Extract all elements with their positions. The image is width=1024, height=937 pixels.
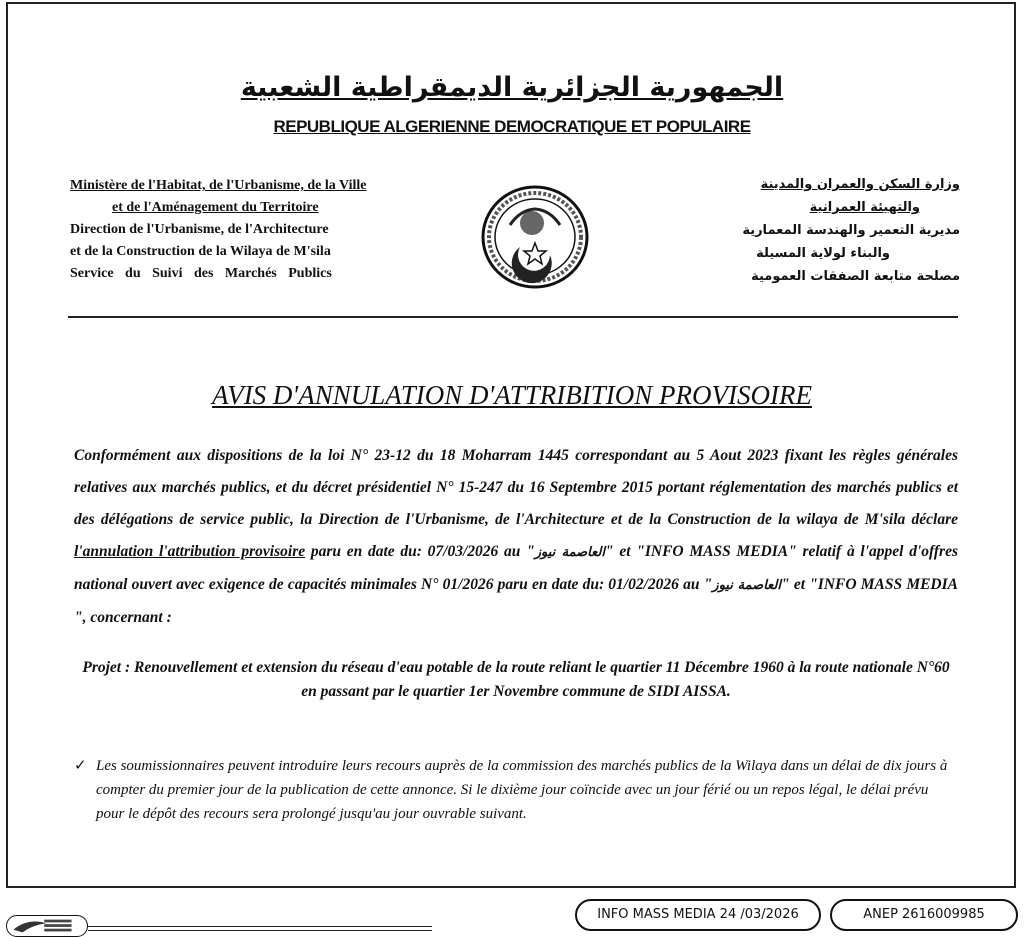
ministry-line: et de l'Aménagement du Territoire xyxy=(112,200,319,215)
direction-line-arabic: مديرية التعمير والهندسة المعمارية xyxy=(742,223,960,238)
newspaper-arabic-name: العاصمة نيوز xyxy=(712,578,782,593)
ministry-line: Ministère de l'Habitat, de l'Urbanisme, de la Ville xyxy=(70,178,367,193)
service-line-arabic: مصلحة متابعة الصفقات العمومية xyxy=(751,269,960,284)
footer-rule xyxy=(88,926,432,927)
body-text: Conformément aux dispositions de la loi N° 23-12 du 18 Moharram 1445 correspondant au 5 Aout 2023 fixant les règles générales relatives aux marchés publics, et du décret présidentiel N° 15-247 du 16 Septembre 2015 portant réglementation des marchés publics et des délégations de service public, la Direction de l'Urbanisme, de l'Architecture et de la Construction de la wilaya de M'sila déclare xyxy=(74,447,958,528)
french-republic-title: REPUBLIQUE ALGERIENNE DEMOCRATIQUE ET POPULAIRE xyxy=(273,117,751,136)
direction-line: Direction de l'Urbanisme, de l'Architecture xyxy=(70,222,329,237)
arabic-republic-title: الجمهورية الجزائرية الديمقراطية الشعبية xyxy=(240,72,784,103)
appeal-text: Les soumissionnaires peuvent introduire leurs recours auprès de la commission des marchés publics de la Wilaya dans un délai de dix jours à compter du premier jour de la publication de cette annonce. Si le dixième jour coïncide avec un jour férié ou un repos légal, le délai prévu pour le dépôt des recours sera prolongé jusqu'au jour ouvrable suivant. xyxy=(96,758,948,822)
direction-line-arabic: والبناء لولاية المسيلة xyxy=(756,246,890,261)
direction-line: et de la Construction de la Wilaya de M'sila xyxy=(70,244,331,259)
body-text: " et "INFO MASS MEDIA" relatif à l'appel d'offres national ouvert avec exigence de capacités minimales N° 01/2026 paru en date du: 01/02/2026 au " xyxy=(74,543,958,593)
ministry-block-french xyxy=(70,175,430,285)
publication-badge: INFO MASS MEDIA 24 /03/2026 xyxy=(575,899,821,931)
newspaper-arabic-name: العاصمة نيوز xyxy=(534,545,605,560)
newspaper-logo-icon xyxy=(6,915,88,937)
ministry-line-arabic: والتهيئة العمرانية xyxy=(809,200,920,215)
service-line: Service du Suivi des Marchés Publics xyxy=(70,266,332,281)
appeal-notice xyxy=(74,754,958,826)
body-text: paru en date du: 07/03/2026 au " xyxy=(305,543,535,560)
national-seal-icon xyxy=(480,185,590,290)
footer-rule xyxy=(88,930,432,931)
notice-body xyxy=(74,440,958,634)
project-description: Projet : Renouvellement et extension du réseau d'eau potable de la route reliant le quartier 11 Décembre 1960 à la route nationale N°60 en passant par le quartier 1er Novembre commune de SIDI AISSA. xyxy=(82,659,950,700)
body-underlined-text: l'annulation l'attribution provisoire xyxy=(74,543,306,560)
ministry-block-arabic xyxy=(640,173,960,288)
body-text: " et "INFO MASS MEDIA ", concernant : xyxy=(74,576,958,626)
notice-title: AVIS D'ANNULATION D'ATTRIBITION PROVISOIRE xyxy=(212,380,812,410)
header-divider xyxy=(68,316,958,318)
check-icon: ✓ xyxy=(74,758,87,774)
ministry-line-arabic: وزارة السكن والعمران والمدينة xyxy=(760,177,960,192)
anep-reference-badge: ANEP 2616009985 xyxy=(830,899,1018,931)
